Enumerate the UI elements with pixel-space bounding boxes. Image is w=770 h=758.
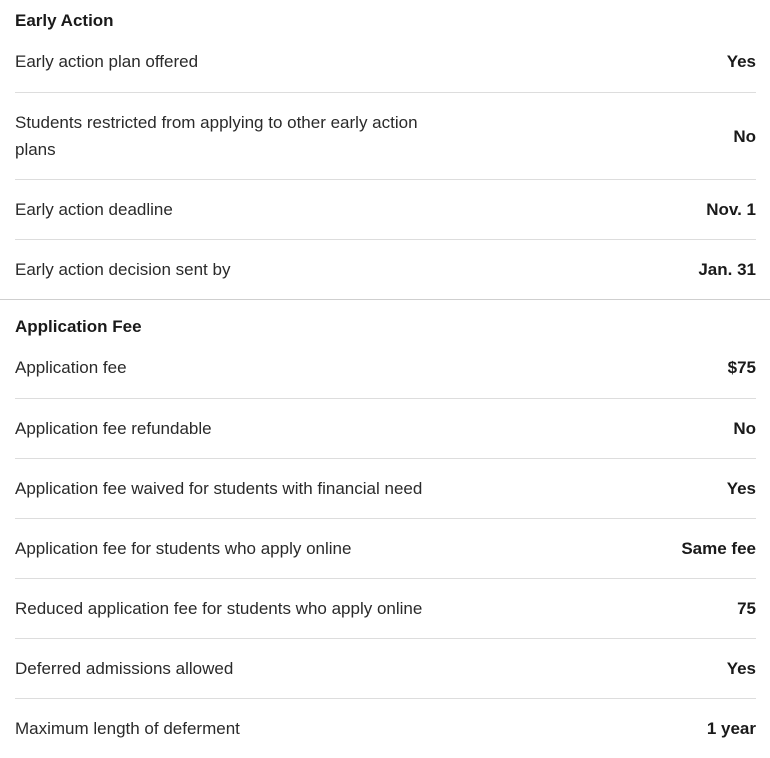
early-action-section — [0, 0, 770, 299]
row-value: No — [733, 419, 756, 438]
row-label: Early action deadline — [15, 200, 173, 219]
table-row — [15, 459, 756, 519]
row-label: Application fee — [15, 358, 127, 377]
row-value: No — [733, 126, 756, 146]
table-row — [15, 519, 756, 579]
application-fee-section — [0, 300, 770, 758]
row-label: Students restricted from applying to other early action plans — [15, 113, 418, 159]
row-value: Same fee — [681, 539, 756, 558]
table-row — [15, 31, 756, 93]
row-label: Early action plan offered — [15, 52, 199, 71]
row-value: $75 — [727, 358, 756, 377]
early-action-title: Early Action — [15, 11, 114, 30]
table-row — [15, 337, 756, 399]
row-value: Jan. 31 — [698, 260, 756, 279]
row-label: Application fee for students who apply online — [15, 539, 352, 558]
row-value: 75 — [737, 599, 756, 618]
row-value: Nov. 1 — [706, 200, 756, 219]
row-label: Application fee refundable — [15, 419, 212, 438]
table-row — [15, 699, 756, 758]
row-value: Yes — [726, 659, 756, 678]
row-label: Reduced application fee for students who apply online — [15, 599, 423, 618]
row-label: Deferred admissions allowed — [15, 659, 234, 678]
row-value: Yes — [726, 479, 756, 498]
table-row — [15, 93, 756, 180]
table-row — [15, 579, 756, 639]
row-label: Maximum length of deferment — [15, 719, 240, 738]
table-row — [15, 240, 756, 299]
table-row — [15, 399, 756, 459]
row-label: Application fee waived for students with financial need — [15, 479, 423, 498]
row-value: Yes — [726, 52, 756, 71]
row-label: Early action decision sent by — [15, 260, 231, 279]
application-fee-title: Application Fee — [15, 317, 142, 336]
row-value: 1 year — [706, 719, 756, 738]
table-row — [15, 180, 756, 240]
table-row — [15, 639, 756, 699]
